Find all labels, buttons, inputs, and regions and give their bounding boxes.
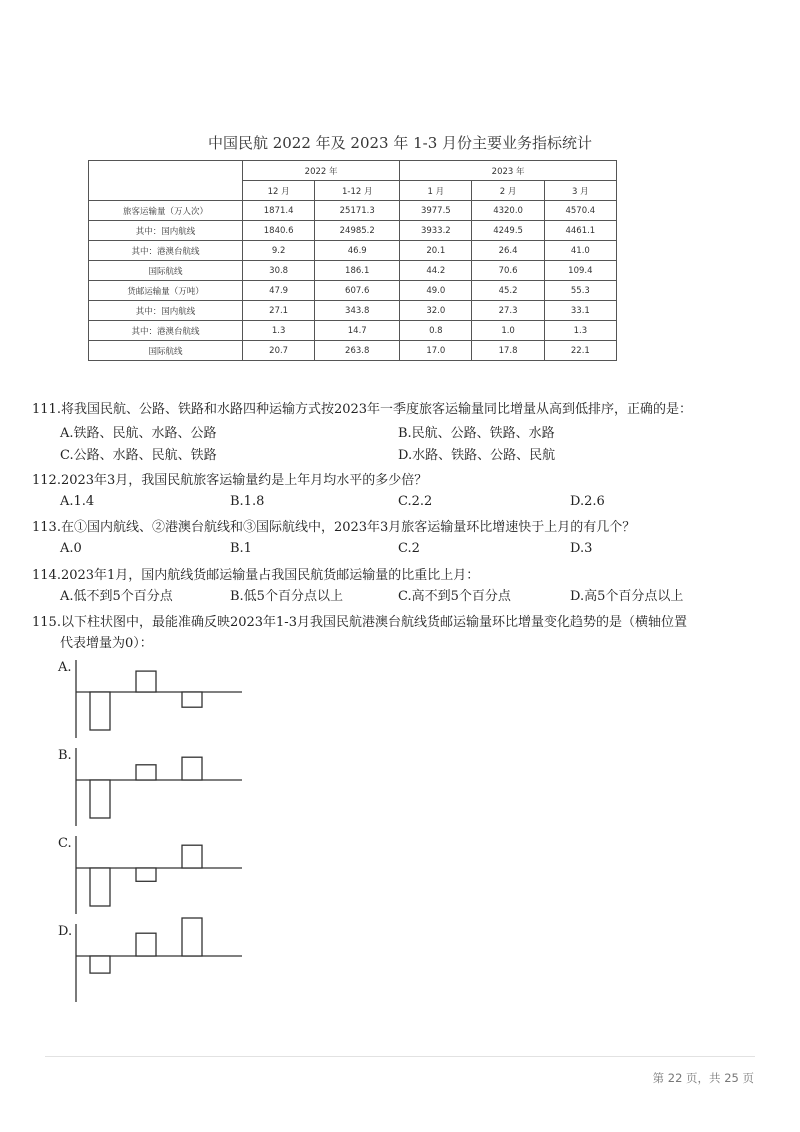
row-label: 其中：港澳台航线 <box>89 321 243 341</box>
table-cell: 4320.0 <box>472 201 544 221</box>
table-row <box>89 341 617 361</box>
header-month: 2 月 <box>472 181 544 201</box>
table-cell: 1.0 <box>472 321 544 341</box>
bar-month-3 <box>182 757 202 780</box>
question-115-stem-line2: 代表增量为0）： <box>60 636 153 651</box>
bar-month-2 <box>136 868 156 881</box>
table-cell: 22.1 <box>544 341 616 361</box>
table-cell: 4461.1 <box>544 221 616 241</box>
question-111-stem: 111.将我国民航、公路、铁路和水路四种运输方式按2023年一季度旅客运输量同比增量从高到低排序，正确的是： <box>32 402 693 417</box>
bar-month-3 <box>182 692 202 707</box>
table-cell: 607.6 <box>315 281 400 301</box>
q112-option-d[interactable]: D.2.6 <box>570 494 605 509</box>
q111-option-b[interactable]: B.民航、公路、铁路、水路 <box>398 426 555 441</box>
table-cell: 1840.6 <box>243 221 315 241</box>
bar-month-2 <box>136 765 156 780</box>
q111-option-c[interactable]: C.公路、水路、民航、铁路 <box>60 448 217 463</box>
header-month: 1-12 月 <box>315 181 400 201</box>
q112-option-b[interactable]: B.1.8 <box>230 494 265 509</box>
table-cell: 30.8 <box>243 261 315 281</box>
table-cell: 24985.2 <box>315 221 400 241</box>
q115-option-c-bar-chart[interactable] <box>62 836 246 916</box>
footer-divider <box>45 1056 755 1057</box>
table-cell: 20.7 <box>243 341 315 361</box>
q113-option-b[interactable]: B.1 <box>230 541 252 556</box>
q113-option-a[interactable]: A.0 <box>60 541 82 556</box>
row-label: 其中：国内航线 <box>89 221 243 241</box>
bar-month-2 <box>136 933 156 956</box>
table-cell: 263.8 <box>315 341 400 361</box>
table-cell: 32.0 <box>400 301 472 321</box>
table-row <box>89 301 617 321</box>
table-cell: 3933.2 <box>400 221 472 241</box>
page-number: 第 22 页，共 25 页 <box>652 1071 754 1085</box>
bar-month-2 <box>136 671 156 692</box>
header-2023: 2023 年 <box>400 161 617 181</box>
bar-month-1 <box>90 780 110 818</box>
q112-option-a[interactable]: A.1.4 <box>60 494 95 509</box>
q115-option-d-label[interactable]: D. <box>58 924 73 939</box>
table-cell: 55.3 <box>544 281 616 301</box>
bar-month-1 <box>90 692 110 730</box>
header-2022: 2022 年 <box>243 161 400 181</box>
question-112-stem: 112.2023年3月，我国民航旅客运输量约是上年月均水平的多少倍？ <box>32 473 428 488</box>
question-114-stem: 114.2023年1月，国内航线货邮运输量占我国民航货邮运输量的比重比上月： <box>32 568 480 583</box>
row-label: 旅客运输量（万人次） <box>89 201 243 221</box>
q114-option-b[interactable]: B.低5个百分点以上 <box>230 589 343 604</box>
row-label: 货邮运输量（万吨） <box>89 281 243 301</box>
table-cell: 14.7 <box>315 321 400 341</box>
q115-option-a-label[interactable]: A. <box>58 660 72 675</box>
table-cell: 3977.5 <box>400 201 472 221</box>
table-cell: 4249.5 <box>472 221 544 241</box>
q115-option-b-bar-chart[interactable] <box>62 748 246 828</box>
q115-option-a-bar-chart[interactable] <box>62 660 246 740</box>
q113-option-c[interactable]: C.2 <box>398 541 420 556</box>
q115-option-d-bar-chart[interactable] <box>62 924 246 1004</box>
table-cell: 45.2 <box>472 281 544 301</box>
bar-month-3 <box>182 845 202 868</box>
table-row <box>89 221 617 241</box>
row-label: 国际航线 <box>89 261 243 281</box>
table-cell: 47.9 <box>243 281 315 301</box>
table-row <box>89 241 617 261</box>
header-month: 12 月 <box>243 181 315 201</box>
q114-option-c[interactable]: C.高不到5个百分点 <box>398 589 511 604</box>
q115-option-b-label[interactable]: B. <box>58 748 72 763</box>
table-cell: 20.1 <box>400 241 472 261</box>
table-cell: 109.4 <box>544 261 616 281</box>
table-cell: 343.8 <box>315 301 400 321</box>
table-cell: 27.3 <box>472 301 544 321</box>
q114-option-a[interactable]: A.低不到5个百分点 <box>60 589 173 604</box>
q111-option-d[interactable]: D.水路、铁路、公路、民航 <box>398 448 556 463</box>
table-cell: 33.1 <box>544 301 616 321</box>
table-cell: 25171.3 <box>315 201 400 221</box>
table-cell: 1.3 <box>544 321 616 341</box>
question-113-stem: 113.在①国内航线、②港澳台航线和③国际航线中，2023年3月旅客运输量环比增速快于上月的有几个？ <box>32 520 636 535</box>
table-row <box>89 281 617 301</box>
table-cell: 70.6 <box>472 261 544 281</box>
q111-option-a[interactable]: A.铁路、民航、水路、公路 <box>60 426 217 441</box>
table-title: 中国民航 2022 年及 2023 年 1-3 月份主要业务指标统计 <box>207 134 593 152</box>
header-month: 3 月 <box>544 181 616 201</box>
table-row <box>89 321 617 341</box>
table-row <box>89 201 617 221</box>
row-label: 其中：港澳台航线 <box>89 241 243 261</box>
table-cell: 41.0 <box>544 241 616 261</box>
q112-option-c[interactable]: C.2.2 <box>398 494 433 509</box>
q113-option-d[interactable]: D.3 <box>570 541 593 556</box>
table-row <box>89 261 617 281</box>
table-cell: 27.1 <box>243 301 315 321</box>
table-cell: 26.4 <box>472 241 544 261</box>
bar-month-1 <box>90 956 110 973</box>
table-cell: 17.8 <box>472 341 544 361</box>
table-cell: 186.1 <box>315 261 400 281</box>
statistics-table <box>88 160 617 361</box>
table-cell: 1871.4 <box>243 201 315 221</box>
q114-option-d[interactable]: D.高5个百分点以上 <box>570 589 684 604</box>
table-header-row <box>89 161 617 181</box>
q115-option-c-label[interactable]: C. <box>58 836 72 851</box>
table-cell: 1.3 <box>243 321 315 341</box>
table-cell: 49.0 <box>400 281 472 301</box>
row-label: 其中：国内航线 <box>89 301 243 321</box>
header-corner-cell <box>89 161 243 201</box>
table-cell: 46.9 <box>315 241 400 261</box>
row-label: 国际航线 <box>89 341 243 361</box>
question-115-stem-line1: 115.以下柱状图中，最能准确反映2023年1-3月我国民航港澳台航线货邮运输量环比增量变化趋势的是（横轴位置 <box>32 615 687 630</box>
table-cell: 44.2 <box>400 261 472 281</box>
table-cell: 17.0 <box>400 341 472 361</box>
header-month: 1 月 <box>400 181 472 201</box>
table-cell: 0.8 <box>400 321 472 341</box>
table-cell: 4570.4 <box>544 201 616 221</box>
bar-month-1 <box>90 868 110 906</box>
table-cell: 9.2 <box>243 241 315 261</box>
bar-month-3 <box>182 918 202 956</box>
